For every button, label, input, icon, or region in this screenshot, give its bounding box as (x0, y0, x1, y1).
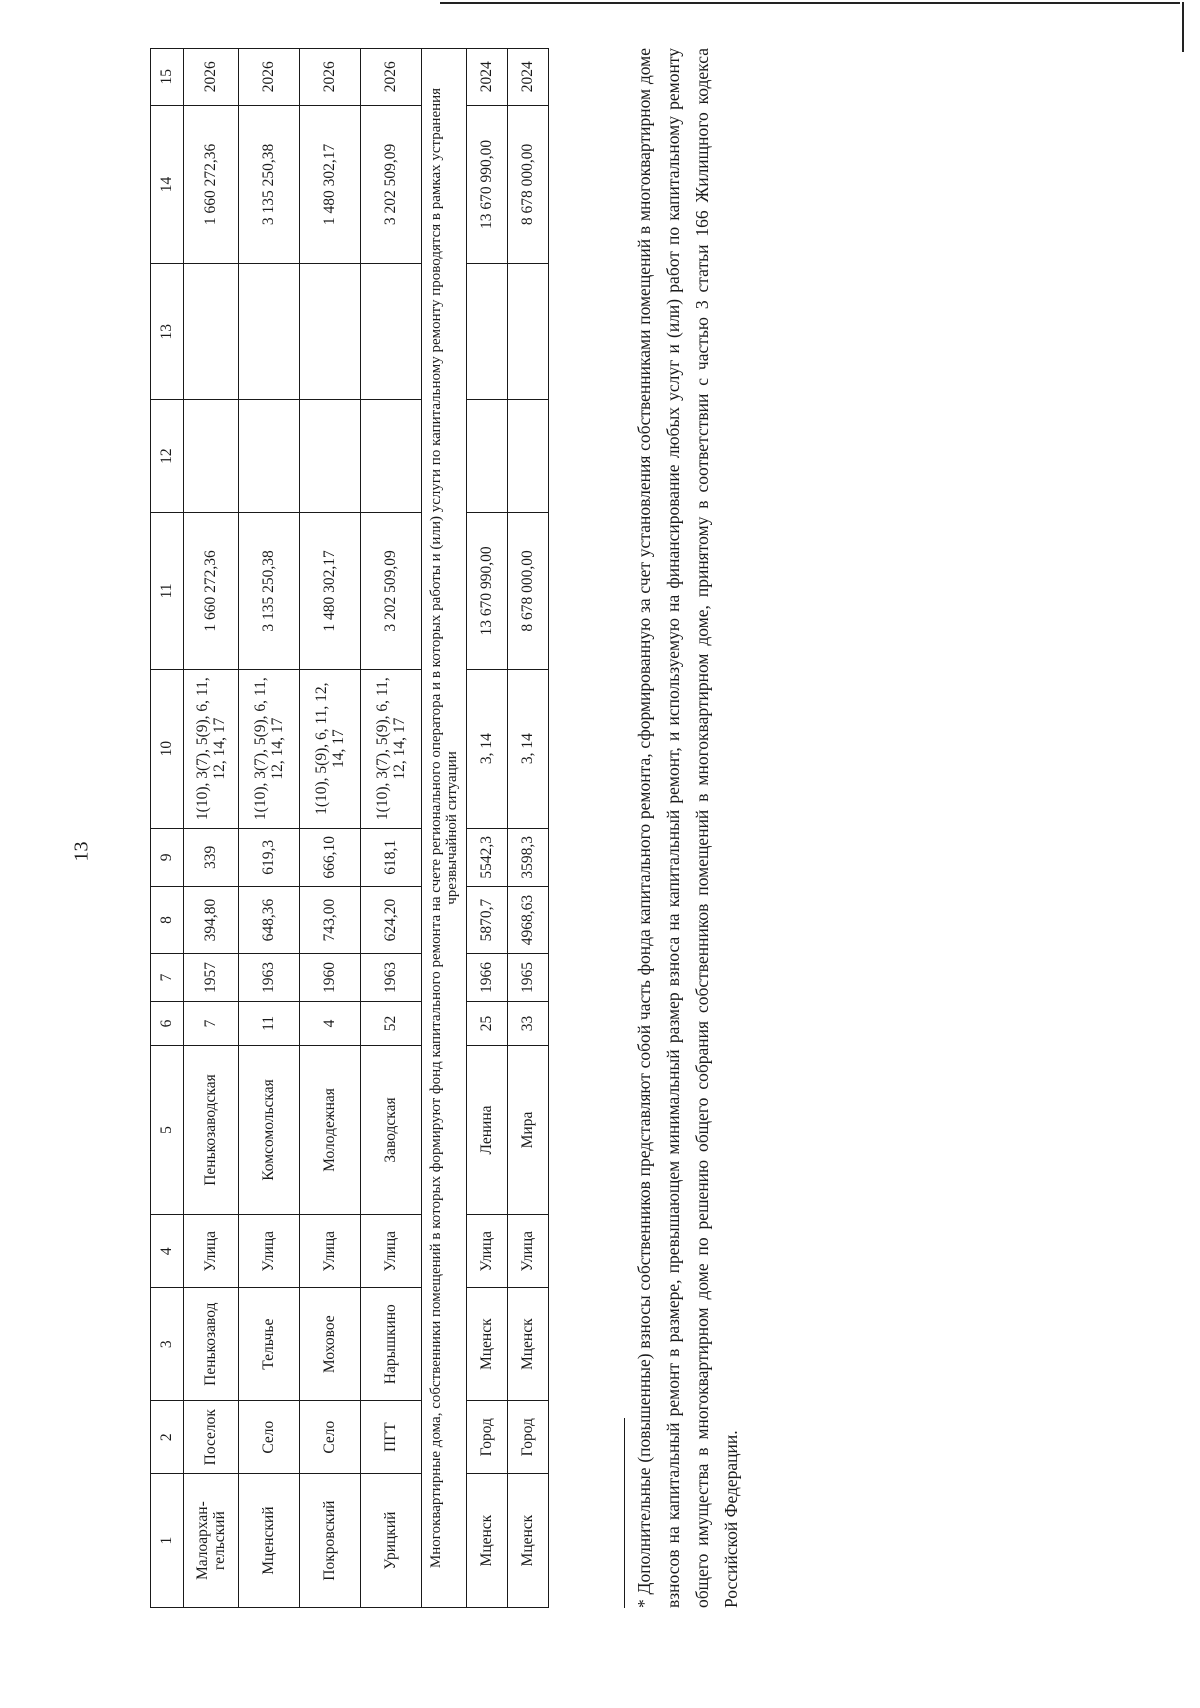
table-cell: Мценск (508, 1288, 549, 1401)
footnote-rule (624, 1418, 625, 1608)
table-cell (184, 400, 239, 513)
column-number: 4 (151, 1215, 184, 1288)
table-cell: Мценск (467, 1474, 508, 1608)
table-cell: Улица (300, 1215, 361, 1288)
table-cell: Комсомольская (239, 1045, 300, 1214)
table-cell: 1963 (361, 953, 422, 1001)
table-cell (467, 400, 508, 513)
table-cell: Мценский (239, 1474, 300, 1608)
scan-border-top (440, 2, 1180, 4)
table-row (184, 49, 239, 1608)
column-number: 12 (151, 400, 184, 513)
table-cell: Село (300, 1401, 361, 1474)
table-cell: 666,10 (300, 828, 361, 887)
column-number: 8 (151, 887, 184, 954)
column-number: 14 (151, 105, 184, 264)
table-cell: 1 660 272,36 (184, 105, 239, 264)
table-cell: 3 202 509,09 (361, 105, 422, 264)
column-number: 10 (151, 669, 184, 828)
column-number: 1 (151, 1474, 184, 1608)
section-title: Многоквартирные дома, собственники помещений в которых формируют фонд капитального ремонта на счете регионального оператора и в которых работы и (или) услуги по капитальному ремонту проводятся в рамках устранения чрезвычайной ситуации (422, 49, 467, 1608)
table-cell: 2024 (467, 49, 508, 106)
column-number: 15 (151, 49, 184, 106)
table-row (508, 49, 549, 1608)
column-number: 6 (151, 1002, 184, 1046)
table-cell: 618,1 (361, 828, 422, 887)
table-cell: Мценск (467, 1288, 508, 1401)
table-cell: 339 (184, 828, 239, 887)
table-cell: Моховое (300, 1288, 361, 1401)
table-cell: 1(10), 3(7), 5(9), 6, 11, 12, 14, 17 (239, 669, 300, 828)
table-cell (239, 400, 300, 513)
table-cell: 3 202 509,09 (361, 513, 422, 670)
table-cell: 648,36 (239, 887, 300, 954)
table-cell: 8 678 000,00 (508, 513, 549, 670)
table-cell: 1963 (239, 953, 300, 1001)
table-cell: 2026 (184, 49, 239, 106)
table-cell: Покровский (300, 1474, 361, 1608)
table-cell: 7 (184, 1002, 239, 1046)
table-cell: 11 (239, 1002, 300, 1046)
table-cell (300, 400, 361, 513)
table-cell: Тельчье (239, 1288, 300, 1401)
table-cell: 2026 (300, 49, 361, 106)
footnote-text: * Дополнительные (повышенные) взносы собственников представляют собой часть фонда капитального ремонта, сформированную за счет установления собственниками помещений в многоквартирном доме взносов на капитальный ремонт в размере, превышающем минимальный размер взноса на капитальный ремонт, и используемую на финансирование любых услуг и (или) работ по капитальному ремонту общего имущества в многоквартирном доме по решению общего собрания собственников помещений в многоквартирном доме, принятому в соответствии с частью 3 статьи 166 Жилищного кодекса Российской Федерации. (634, 48, 741, 1608)
table-cell: 4968,63 (508, 887, 549, 954)
table-row (300, 49, 361, 1608)
table-cell: 1 660 272,36 (184, 513, 239, 670)
table-cell: Пенькозавод (184, 1288, 239, 1401)
column-number: 11 (151, 513, 184, 670)
table-cell: Молодежная (300, 1045, 361, 1214)
table-cell: 394,80 (184, 887, 239, 954)
table-cell: 52 (361, 1002, 422, 1046)
table-header-row (151, 49, 184, 1608)
table-cell: 3, 14 (508, 669, 549, 828)
table-cell (508, 264, 549, 400)
page-number: 13 (70, 841, 93, 862)
table-cell: ПГТ (361, 1401, 422, 1474)
table-cell: 2026 (239, 49, 300, 106)
table-row (467, 49, 508, 1608)
table-cell (300, 264, 361, 400)
table-cell: 3 135 250,38 (239, 105, 300, 264)
table-cell: 4 (300, 1002, 361, 1046)
table-cell: 33 (508, 1002, 549, 1046)
table-cell: Пенькозаводская (184, 1045, 239, 1214)
rotated-page-content (150, 48, 1200, 1608)
table-cell: 3, 14 (467, 669, 508, 828)
table-cell: 8 678 000,00 (508, 105, 549, 264)
table-cell (361, 264, 422, 400)
table-cell: 5542,3 (467, 828, 508, 887)
table-cell: 3 135 250,38 (239, 513, 300, 670)
table-cell: 1(10), 3(7), 5(9), 6, 11, 12, 14, 17 (361, 669, 422, 828)
table-cell: 743,00 (300, 887, 361, 954)
table-cell (184, 264, 239, 400)
table-cell: 1(10), 5(9), 6, 11, 12, 14, 17 (300, 669, 361, 828)
column-number: 9 (151, 828, 184, 887)
table-cell: 1960 (300, 953, 361, 1001)
table-cell: 5870,7 (467, 887, 508, 954)
table-cell: 624,20 (361, 887, 422, 954)
table-cell: 1(10), 3(7), 5(9), 6, 11, 12, 14, 17 (184, 669, 239, 828)
table-cell: 2026 (361, 49, 422, 106)
table-cell: Город (467, 1401, 508, 1474)
table-cell: 1 480 302,17 (300, 513, 361, 670)
table-cell: 1966 (467, 953, 508, 1001)
table-cell: Малоархан-гельский (184, 1474, 239, 1608)
column-number: 3 (151, 1288, 184, 1401)
table-row (239, 49, 300, 1608)
table-cell: 1 480 302,17 (300, 105, 361, 264)
table-cell: Село (239, 1401, 300, 1474)
registry-table (150, 48, 549, 1608)
table-cell: 1965 (508, 953, 549, 1001)
table-cell: 2024 (508, 49, 549, 106)
column-number: 5 (151, 1045, 184, 1214)
table-cell: 13 670 990,00 (467, 513, 508, 670)
table-cell: Заводская (361, 1045, 422, 1214)
table-cell: Урицкий (361, 1474, 422, 1608)
section-title-row (422, 49, 467, 1608)
column-number: 7 (151, 953, 184, 1001)
scan-border-right (1182, 2, 1184, 52)
table-cell: Улица (361, 1215, 422, 1288)
table-cell (239, 264, 300, 400)
table-cell (508, 400, 549, 513)
column-number: 2 (151, 1401, 184, 1474)
table-cell: Мира (508, 1045, 549, 1214)
table-row (361, 49, 422, 1608)
table-cell: Нарышкино (361, 1288, 422, 1401)
table-cell: Мценск (508, 1474, 549, 1608)
table-cell: 1957 (184, 953, 239, 1001)
table-cell: 619,3 (239, 828, 300, 887)
table-cell: 13 670 990,00 (467, 105, 508, 264)
table-cell: Поселок (184, 1401, 239, 1474)
table-cell: Улица (467, 1215, 508, 1288)
table-cell: Улица (508, 1215, 549, 1288)
column-number: 13 (151, 264, 184, 400)
table-cell (361, 400, 422, 513)
table-cell (467, 264, 508, 400)
table-cell: Ленина (467, 1045, 508, 1214)
table-cell: Улица (184, 1215, 239, 1288)
table-cell: 3598,3 (508, 828, 549, 887)
table-cell: 25 (467, 1002, 508, 1046)
table-cell: Город (508, 1401, 549, 1474)
table-cell: Улица (239, 1215, 300, 1288)
